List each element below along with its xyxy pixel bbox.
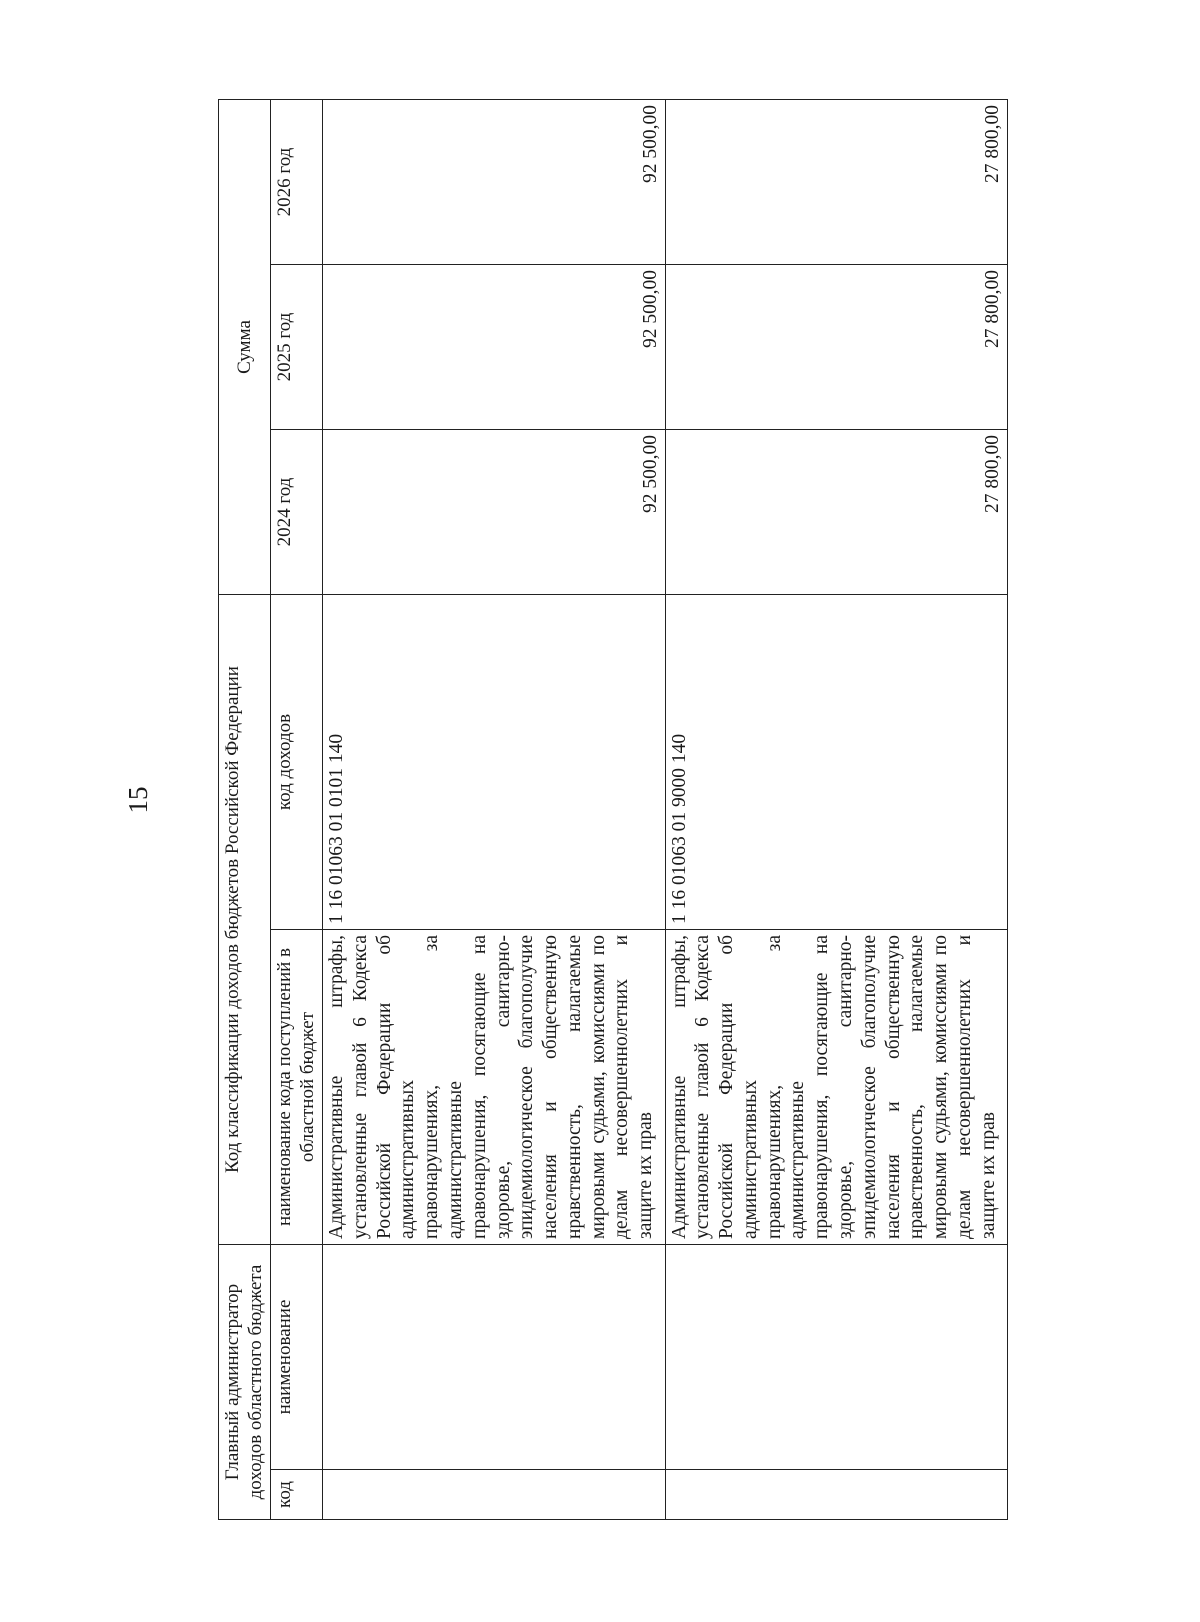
header-admin-name: наименование — [271, 1245, 323, 1470]
table-row — [665, 99, 1007, 1519]
row-admin-code — [665, 1470, 1007, 1520]
income-table-container — [218, 100, 1008, 1520]
header-row-columns — [271, 99, 323, 1519]
header-income-code: код доходов — [271, 595, 323, 930]
header-admin-code: код — [271, 1470, 323, 1520]
header-income-name: наименование кода поступлений в областной бюджет — [271, 930, 323, 1245]
header-row-group — [219, 99, 271, 1519]
row-sum-2025: 92 500,00 — [323, 265, 665, 430]
row-income-name: Административные штрафы, установленные главой 6 Кодекса Российской Федерации об административных правонарушениях, за административные правонарушения, посягающие на здоровье, санитарно-эпидемиологическое благополучие населения и общественную нравственность, налагаемые мировыми судьями, комиссиями по делам несовершеннолетних и защите их прав — [665, 930, 1007, 1245]
row-income-name: Административные штрафы, установленные главой 6 Кодекса Российской Федерации об административных правонарушениях, за административные правонарушения, посягающие на здоровье, санитарно-эпидемиологическое благополучие населения и общественную нравственность, налагаемые мировыми судьями, комиссиями по делам несовершеннолетних и защите их прав — [323, 930, 665, 1245]
row-sum-2025: 27 800,00 — [665, 265, 1007, 430]
row-income-code: 1 16 01063 01 9000 140 — [665, 595, 1007, 930]
header-sum-group: Сумма — [219, 99, 271, 594]
row-admin-code — [323, 1470, 665, 1520]
header-year-2025: 2025 год — [271, 265, 323, 430]
header-year-2026: 2026 год — [271, 99, 323, 264]
row-admin-name — [665, 1245, 1007, 1470]
header-admin-group: Главный администратор доходов областного бюджета — [219, 1245, 271, 1520]
row-sum-2026: 92 500,00 — [323, 99, 665, 264]
header-classification-group: Код классификации доходов бюджетов Российской Федерации — [219, 595, 271, 1245]
row-sum-2026: 27 800,00 — [665, 99, 1007, 264]
page-number: 15 — [123, 786, 153, 814]
income-table — [218, 99, 1008, 1520]
row-income-code: 1 16 01063 01 0101 140 — [323, 595, 665, 930]
row-admin-name — [323, 1245, 665, 1470]
row-sum-2024: 92 500,00 — [323, 430, 665, 595]
header-year-2024: 2024 год — [271, 430, 323, 595]
table-row — [323, 99, 665, 1519]
row-sum-2024: 27 800,00 — [665, 430, 1007, 595]
